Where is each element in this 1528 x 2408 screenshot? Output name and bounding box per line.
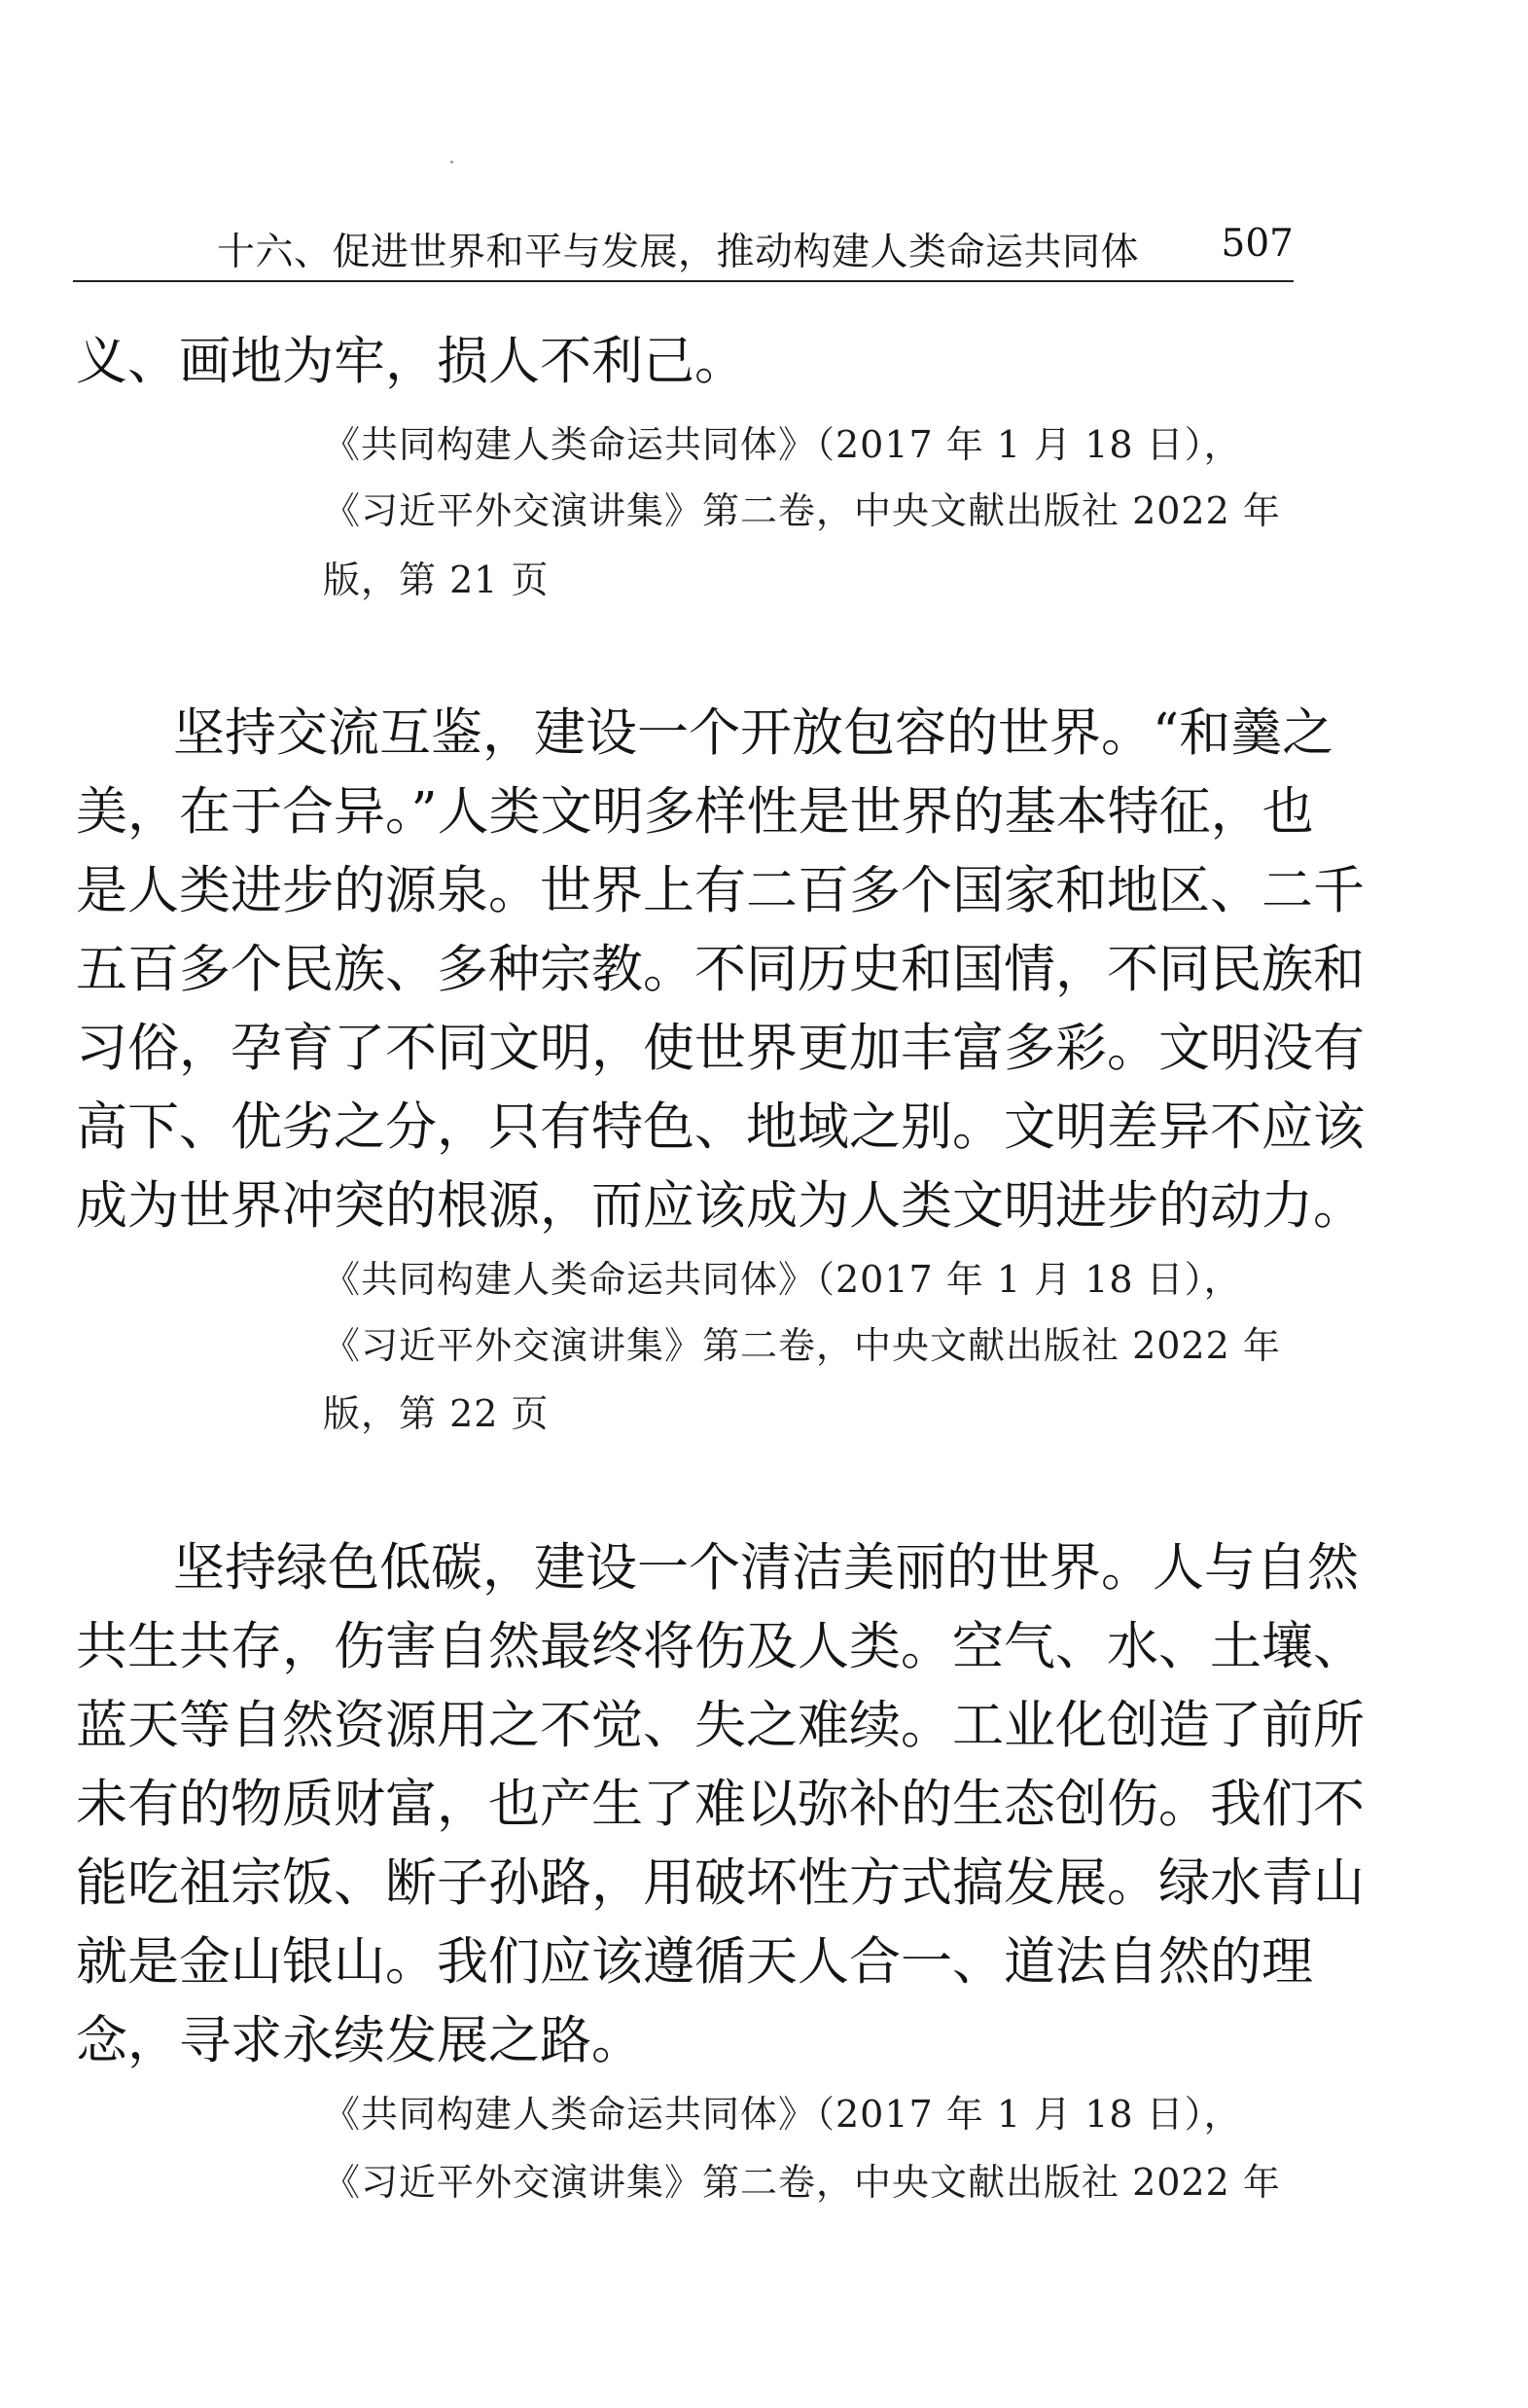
paragraph-line: 是人类进步的源泉。世界上有二百多个国家和地区、二千 [76,861,1365,920]
citation-line: 《共同构建人类命运共同体》（2017 年 1 月 18 日）， [323,2093,1242,2136]
running-header [73,216,1294,282]
paragraph-line: 坚持交流互鉴，建设一个开放包容的世界。“和羹之 [173,703,1334,763]
print-speck [450,161,453,163]
paragraph-line: 就是金山银山。我们应该遵循天人合一、道法自然的理 [76,1932,1313,1992]
citation-line: 《习近平外交演讲集》第二卷，中央文献出版社 2022 年 [323,2161,1281,2204]
paragraph-line: 五百多个民族、多种宗教。不同历史和国情，不同民族和 [76,940,1365,999]
running-title: 十六、促进世界和平与发展，推动构建人类命运共同体 [217,231,1140,274]
paragraph-line: 成为世界冲突的根源，而应该成为人类文明进步的动力。 [76,1176,1365,1236]
paragraph-line: 蓝天等自然资源用之不觉、失之难续。工业化创造了前所 [76,1696,1365,1755]
paragraph-line: 共生共存，伤害自然最终将伤及人类。空气、水、土壤、 [76,1617,1365,1676]
paragraph-line: 高下、优劣之分，只有特色、地域之别。文明差异不应该 [76,1097,1365,1157]
citation-line: 《共同构建人类命运共同体》（2017 年 1 月 18 日）， [323,423,1242,466]
paragraph-line: 念，寻求永续发展之路。 [76,2011,643,2070]
paragraph-line: 能吃祖宗饭、断子孙路，用破坏性方式搞发展。绿水青山 [76,1853,1365,1913]
citation-line: 《习近平外交演讲集》第二卷，中央文献出版社 2022 年 [323,489,1281,532]
paragraph-line: 美，在于合异。”人类文明多样性是世界的基本特征，也 [76,782,1314,842]
paragraph-line: 义、画地为牢，损人不利己。 [76,332,746,391]
citation-line: 版，第 21 页 [323,558,550,601]
citation-line: 版，第 22 页 [323,1392,550,1435]
citation-line: 《共同构建人类命运共同体》（2017 年 1 月 18 日）， [323,1258,1242,1301]
citation-line: 《习近平外交演讲集》第二卷，中央文献出版社 2022 年 [323,1324,1281,1367]
page-number: 507 [1221,222,1294,266]
paragraph-line: 习俗，孕育了不同文明，使世界更加丰富多彩。文明没有 [76,1019,1365,1078]
paragraph-line: 未有的物质财富，也产生了难以弥补的生态创伤。我们不 [76,1775,1365,1834]
paragraph-line: 坚持绿色低碳，建设一个清洁美丽的世界。人与自然 [173,1538,1359,1598]
